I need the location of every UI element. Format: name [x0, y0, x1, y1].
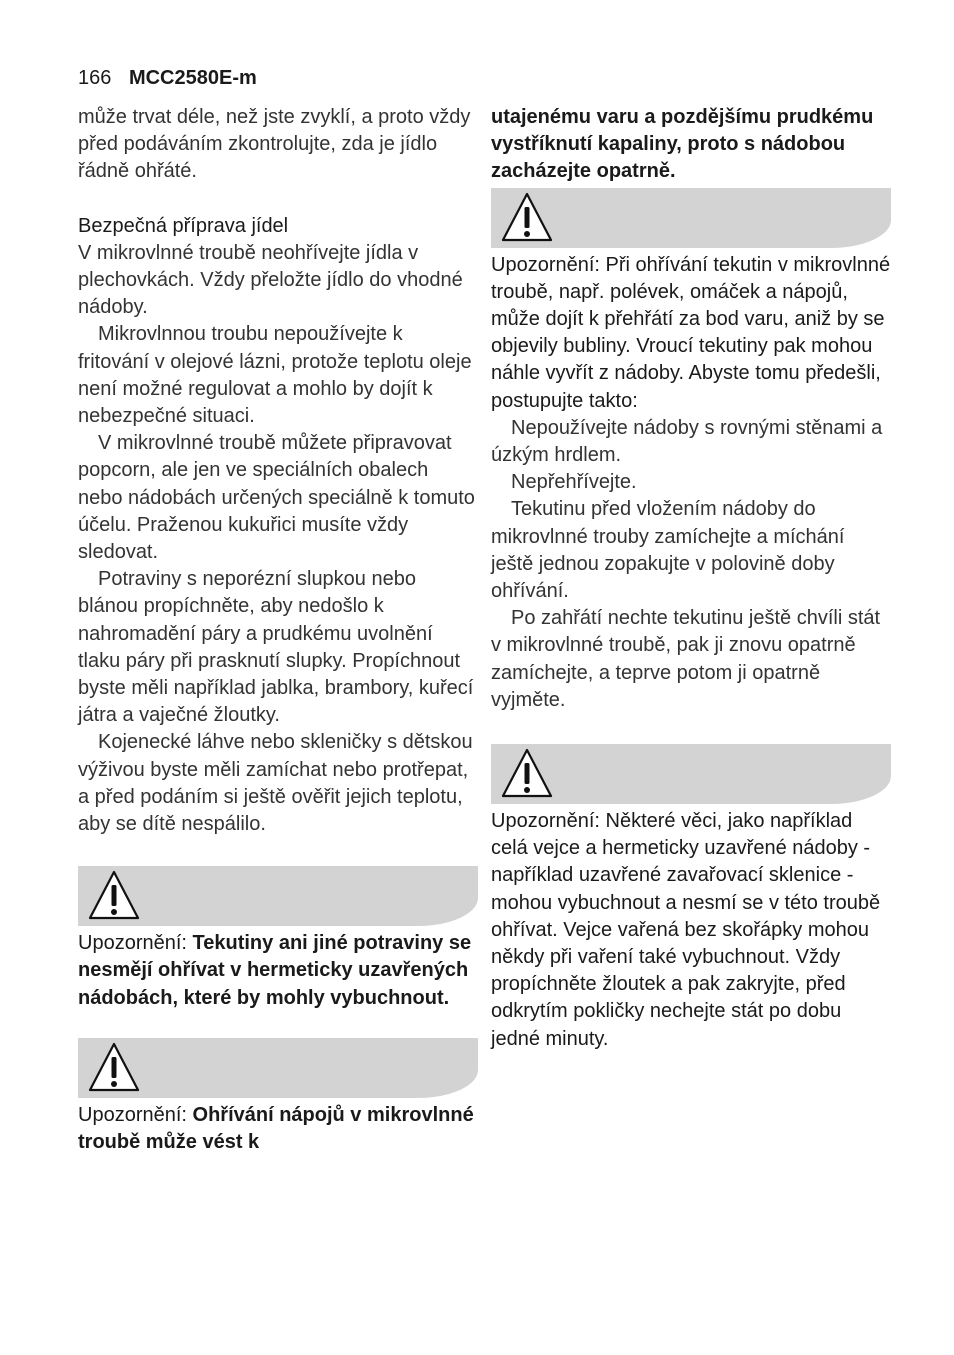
warning-label: Upozornění: — [78, 1103, 193, 1126]
warning-triangle-icon — [86, 868, 142, 924]
warning-bar — [78, 866, 478, 926]
warning-text: Ohřívání nápojů v mikrovlnné troubě může vést k — [78, 1103, 474, 1154]
page-header — [78, 66, 257, 90]
paragraph-skins: Potraviny s neporézní slupkou nebo blánou propíchněte, aby nedošlo k nahromadění páry a prudkému uvolnění tlaku páry při prasknutí slupky. Propíchnout byste měli například jablka, brambory, kuřecí játra a vaječné žloutky. — [78, 568, 474, 727]
warning-bar — [491, 188, 891, 248]
warning-triangle-icon — [86, 1040, 142, 1096]
warning-continued: utajenému varu a pozdějšímu prudkému vystříknutí kapaliny, proto s nádobou zacházejte opatrně. — [491, 106, 874, 183]
warning-triangle-icon — [499, 190, 555, 246]
step-no-overheat: Nepřehřívejte. — [511, 471, 637, 494]
warning-label: Upozornění: — [78, 932, 193, 955]
step-let-stand: Po zahřátí nechte tekutinu ještě chvíli stát v mikrovlnné troubě, pak ji znovu opatrně zamíchejte, a teprve potom ji opatrně vyjměte. — [491, 607, 881, 711]
paragraph-cans: V mikrovlnné troubě neohřívejte jídla v plechovkách. Vždy přeložte jídlo do vhodné nádoby. — [78, 241, 463, 319]
warning-sealed-containers — [78, 930, 478, 1012]
left-column — [78, 104, 478, 1156]
warning-eggs: Upozornění: Některé věci, jako například celá vejce a hermeticky uzavřené nádoby - například uzavřené zavařovací sklenice - mohou vybuchnout a nesmí se v této troubě ohřívat. Vejce vařená bez skořápky mohou někdy při vaření také vybuchnout. Vždy propíchněte žloutek a pak zakryjte, před odkrytím pokličky nechejte stát po dobu jedné minuty. — [491, 810, 881, 1050]
warning-bar — [78, 1038, 478, 1098]
warning-triangle-icon — [499, 746, 555, 802]
section-title: Bezpečná příprava jídel — [78, 214, 289, 237]
step-stir: Tekutinu před vložením nádoby do mikrovlnné trouby zamíchejte a míchání ještě jednou zopakujte v polovině doby ohřívání. — [491, 498, 845, 603]
step-containers: Nepoužívejte nádoby s rovnými stěnami a úzkým hrdlem. — [491, 416, 883, 467]
model-name: MCC2580E-m — [128, 67, 257, 89]
right-column — [491, 104, 891, 1053]
paragraph-frying: Mikrovlnnou troubu nepoužívejte k fritování v olejové lázni, protože teplotu oleje není možné regulovat a mohlo by dojít k nebezpečné situaci. — [78, 323, 472, 428]
warning-superheating: Upozornění: Při ohřívání tekutin v mikrovlnné troubě, např. polévek, omáček a nápojů, může dojít k přehřátí za bod varu, aniž by se objevily bubliny. Vroucí tekutiny pak mohou náhle vyvřít z nádoby. Abyste tomu předešli, postupujte takto: — [491, 253, 891, 412]
warning-boiling — [78, 1102, 478, 1156]
paragraph-baby-bottles: Kojenecké láhve nebo skleničky s dětskou výživou byste měli zamíchat nebo protřepat, a před podáním si ještě ověřit jejich teplotu, aby se dítě nespálilo. — [78, 731, 473, 836]
page-number: 166 — [78, 67, 112, 89]
warning-text: Tekutiny ani jiné potraviny se nesmějí ohřívat v hermeticky uzavřených nádobách, které by mohly vybuchnout. — [78, 932, 472, 1009]
warning-bar — [491, 744, 891, 804]
paragraph-popcorn: V mikrovlnné troubě můžete připravovat popcorn, ale jen ve speciálních obalech nebo nádobách určených speciálně k tomuto účelu. Praženou kukuřici musíte vždy sledovat. — [78, 432, 475, 564]
intro-paragraph: může trvat déle, než jste zvyklí, a proto vždy před podáváním zkontrolujte, zda je jídlo řádně ohřáté. — [78, 106, 471, 183]
